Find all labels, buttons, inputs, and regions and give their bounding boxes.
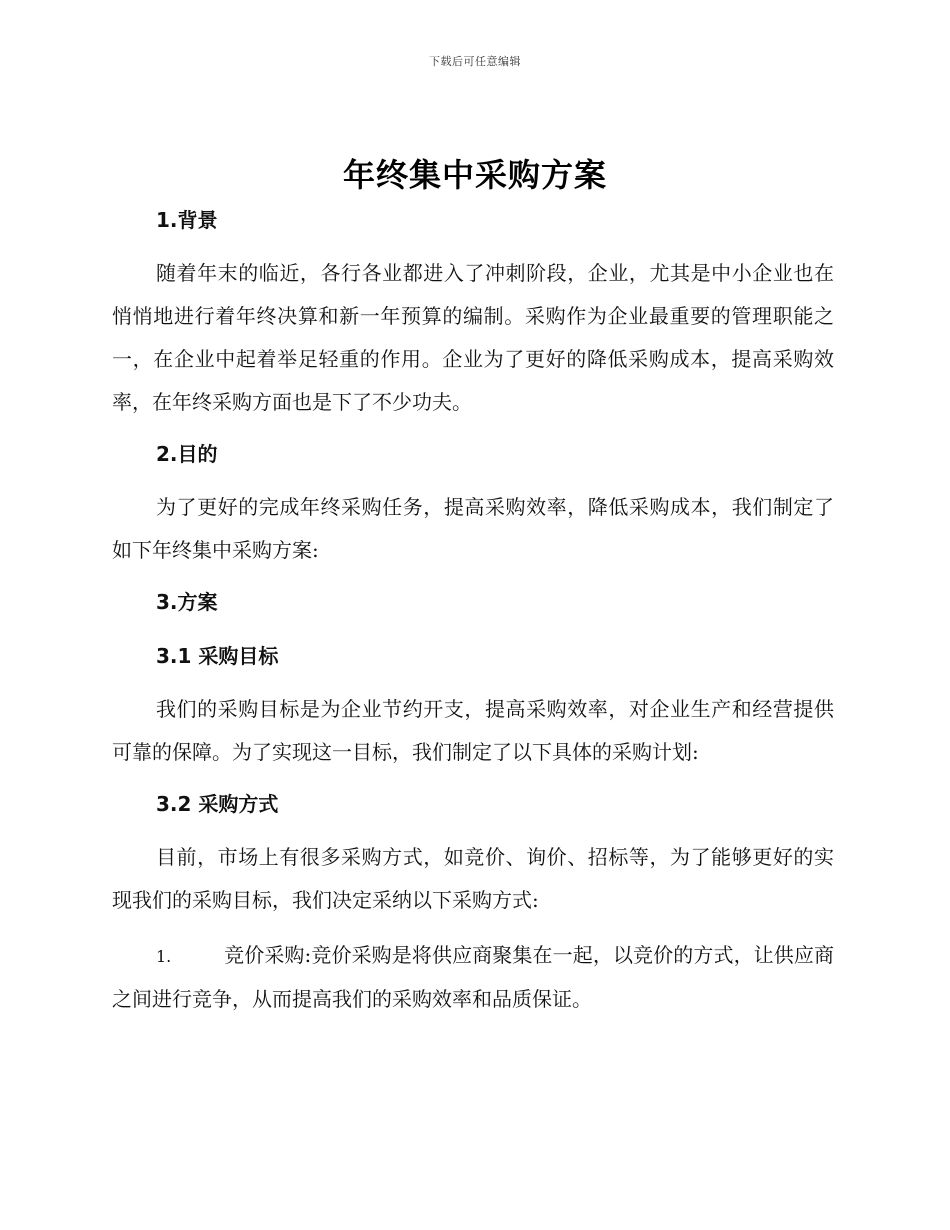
paragraph-background: 随着年末的临近，各行各业都进入了冲刺阶段，企业，尤其是中小企业也在悄悄地进行着年终决算和新一年预算的编制。采购作为企业最重要的管理职能之一，在企业中起着举足轻重的作用。企业为了更好的降低采购成本，提高采购效率，在年终采购方面也是下了不少功夫。 [112, 261, 834, 414]
section-heading-plan: 3.方案 [156, 590, 218, 614]
section-heading-background: 1.背景 [156, 208, 218, 232]
page-title: 年终集中采购方案 [342, 156, 607, 194]
list-item-number: 1. [156, 947, 172, 966]
section-heading-procurement-method: 3.2 采购方式 [156, 792, 279, 816]
paragraph-purpose: 为了更好的完成年终采购任务，提高采购效率，降低采购成本，我们制定了如下年终集中采购方案: [112, 495, 834, 562]
section-heading-procurement-goal: 3.1 采购目标 [156, 644, 279, 668]
section-heading-purpose: 2.目的 [156, 442, 218, 466]
document-body [112, 206, 834, 1021]
list-item-text: 竞价采购:竞价采购是将供应商聚集在一起，以竞价的方式，让供应商之间进行竞争，从而提高我们的采购效率和品质保证。 [112, 943, 834, 1011]
list-item [112, 934, 834, 1021]
header-note: 下载后可任意编辑 [429, 55, 521, 68]
paragraph-procurement-goal: 我们的采购目标是为企业节约开支，提高采购效率，对企业生产和经营提供可靠的保障。为了实现这一目标，我们制定了以下具体的采购计划: [112, 697, 834, 764]
paragraph-procurement-method: 目前，市场上有很多采购方式，如竞价、询价、招标等，为了能够更好的实现我们的采购目标，我们决定采纳以下采购方式: [112, 845, 834, 912]
